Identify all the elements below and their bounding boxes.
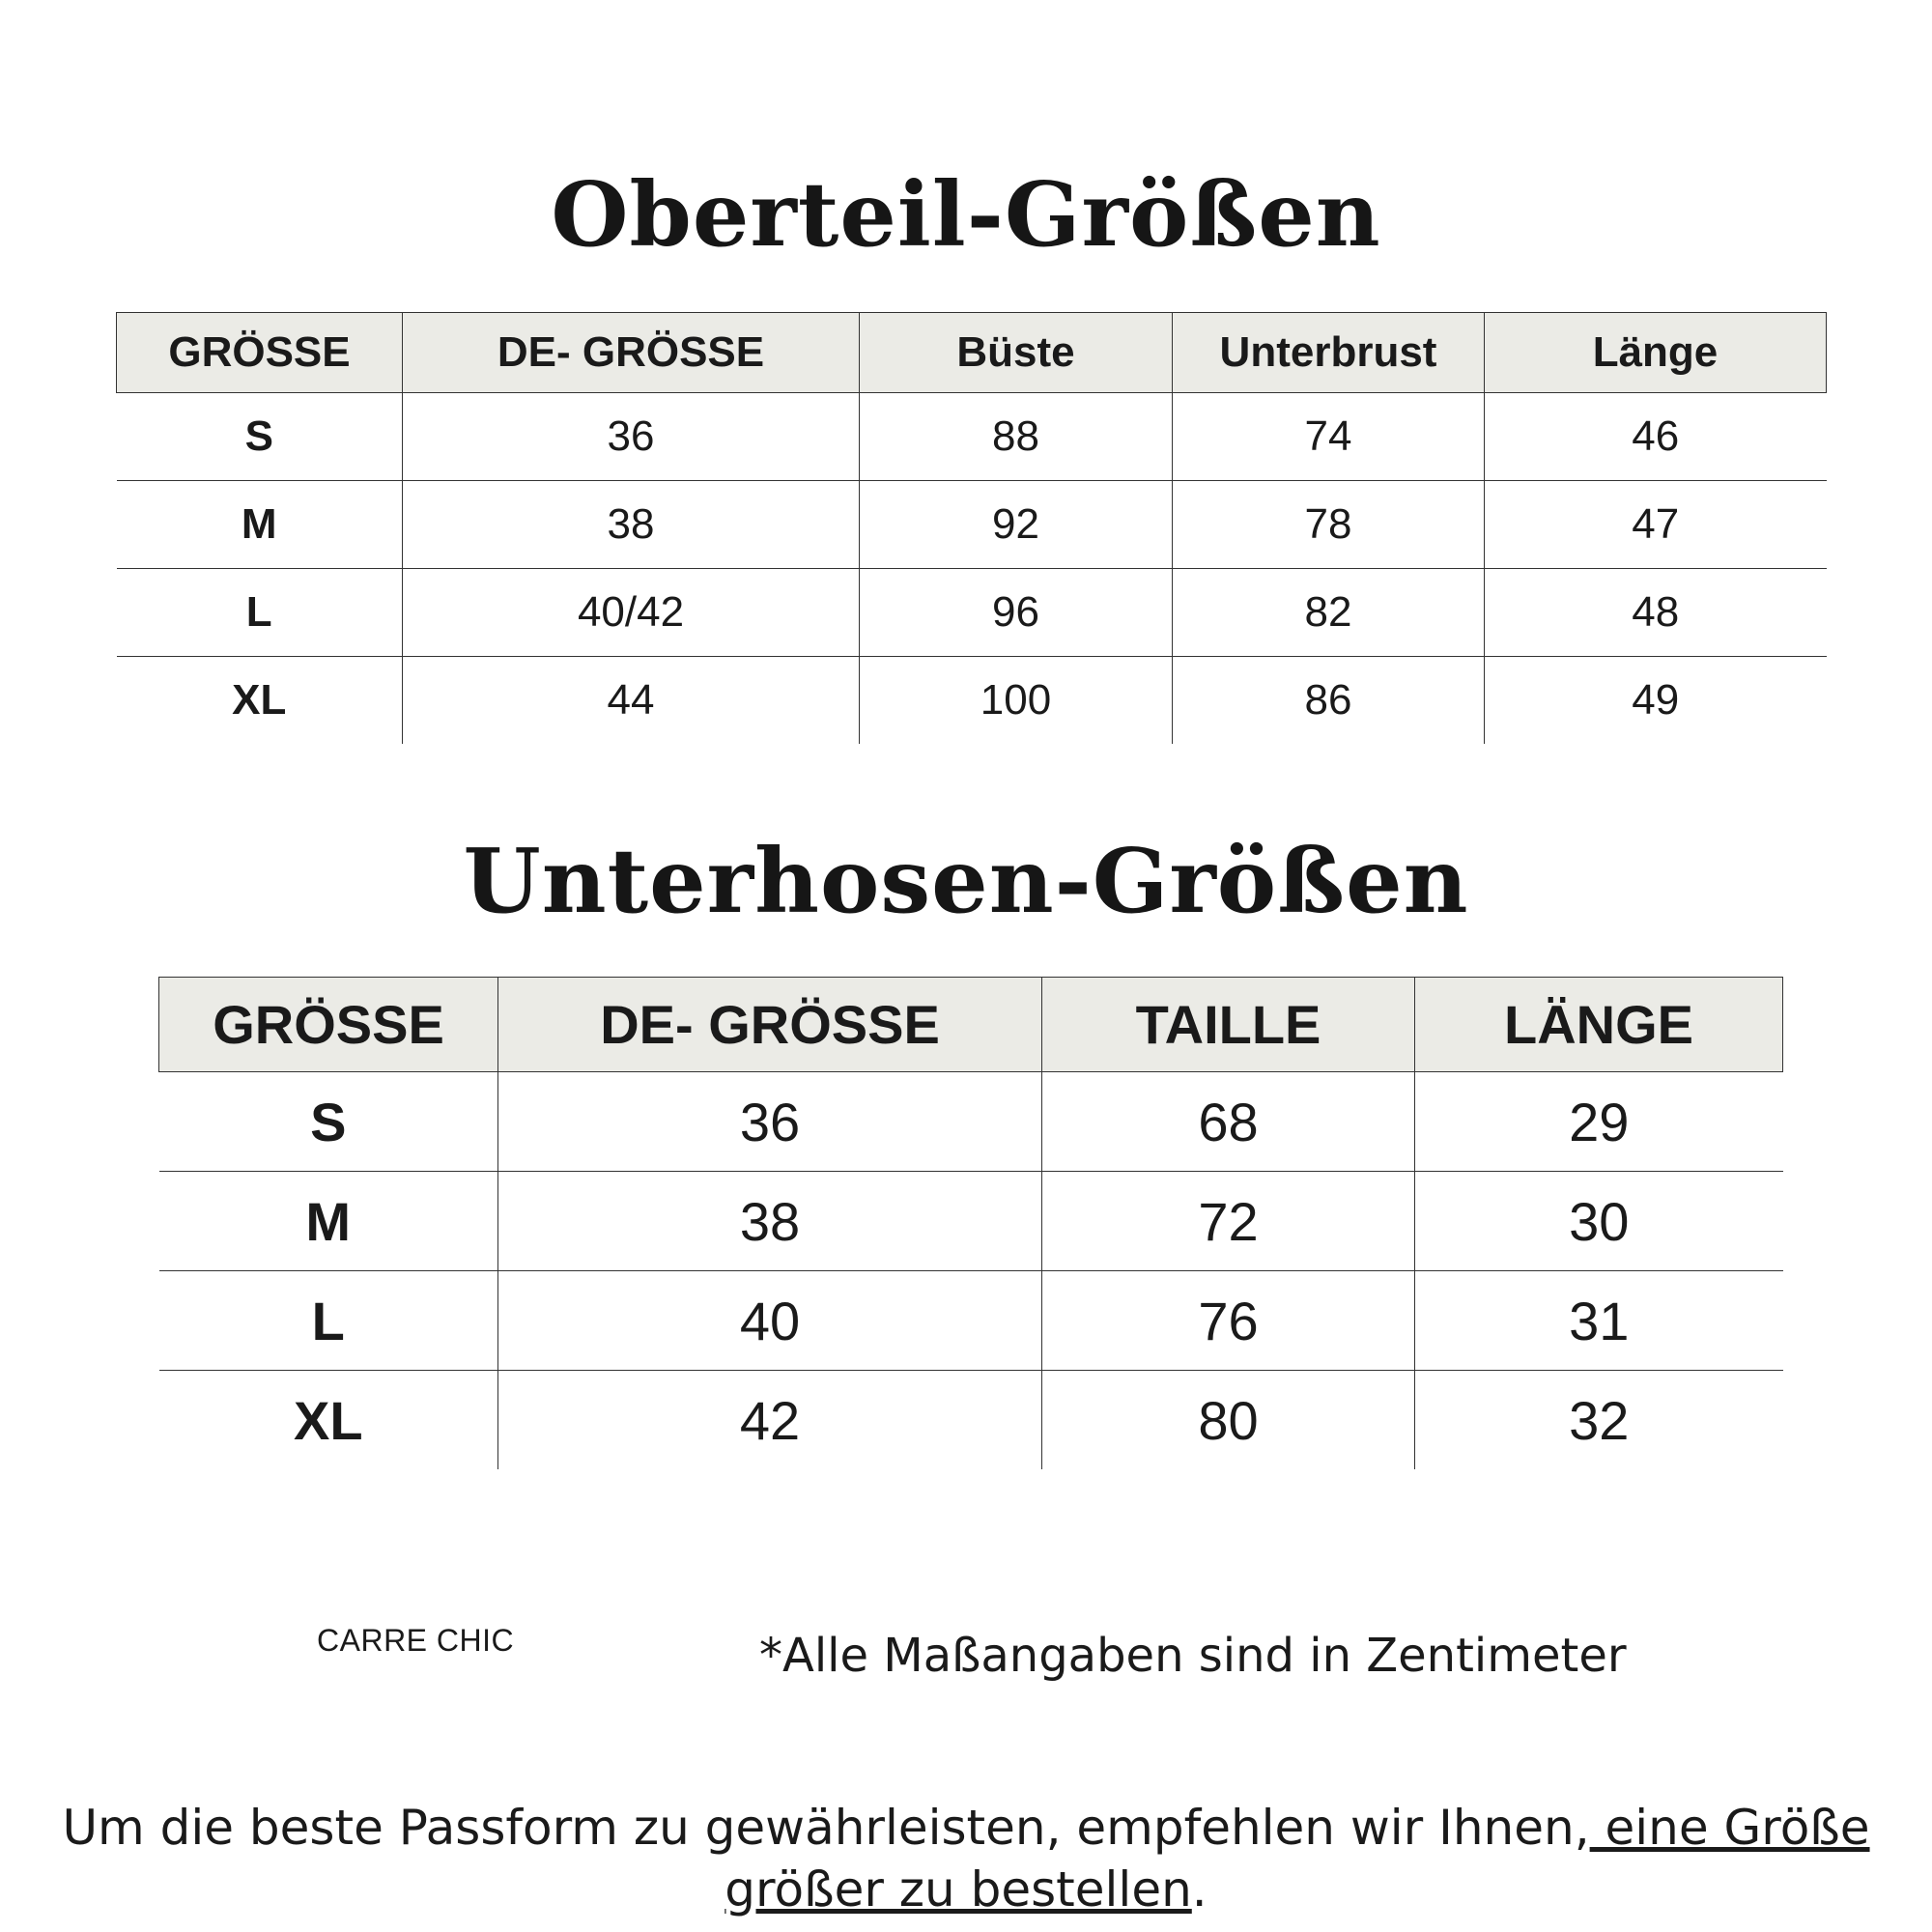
table-cell: 36 (498, 1072, 1042, 1172)
size-cell: XL (293, 1389, 363, 1451)
column-header-bust: Büste (860, 313, 1173, 393)
table-row (159, 1072, 1783, 1172)
size-cell: L (117, 569, 403, 657)
table-cell: 72 (1042, 1172, 1415, 1271)
table-cell: 31 (1415, 1271, 1783, 1371)
fit-advice (29, 1797, 1903, 1920)
size-cell: XL (232, 676, 287, 724)
table-row (117, 393, 1827, 481)
table-cell: 46 (1485, 393, 1827, 481)
table-cell: 38 (403, 481, 860, 569)
table-header-row (159, 978, 1783, 1072)
top-size-title: Oberteil-Größen (551, 162, 1381, 267)
table-cell: 42 (498, 1371, 1042, 1470)
column-header-underbust: Unterbrust (1173, 313, 1485, 393)
table-cell: 40/42 (403, 569, 860, 657)
table-row (117, 569, 1827, 657)
table-row (117, 481, 1827, 569)
unit-note: *Alle Maßangaben sind in Zentimeter (759, 1629, 1627, 1683)
table-cell: 49 (1485, 657, 1827, 745)
table-cell: 30 (1415, 1172, 1783, 1271)
table-cell: 78 (1173, 481, 1485, 569)
table-cell: 29 (1415, 1072, 1783, 1172)
table-cell: 86 (1173, 657, 1485, 745)
size-cell: S (159, 1072, 498, 1172)
table-cell: 68 (1042, 1072, 1415, 1172)
table-row (117, 657, 1827, 745)
bottom-size-table (158, 977, 1783, 1469)
table-header-row (117, 313, 1827, 393)
table-cell: 96 (860, 569, 1173, 657)
table-cell: 82 (1173, 569, 1485, 657)
fit-advice-text: Um die beste Passform zu gewährleisten, empfehlen wir Ihnen, (62, 1800, 1590, 1856)
table-cell: 100 (860, 657, 1173, 745)
fit-advice-period: . (1191, 1861, 1208, 1918)
table-cell: 76 (1042, 1271, 1415, 1371)
table-cell: 36 (403, 393, 860, 481)
table-cell: 47 (1485, 481, 1827, 569)
table-cell: 92 (860, 481, 1173, 569)
column-header-size: GRÖSSE (117, 313, 403, 393)
table-cell: 32 (1415, 1371, 1783, 1470)
table-cell: 44 (403, 657, 860, 745)
column-header-waist: TAILLE (1042, 978, 1415, 1072)
top-size-table (116, 312, 1827, 744)
column-header-length: Länge (1485, 313, 1827, 393)
table-cell: 38 (498, 1172, 1042, 1271)
table-row (159, 1371, 1783, 1470)
column-header-size: GRÖSSE (159, 978, 498, 1072)
brand-name: CARRE CHIC (317, 1623, 515, 1658)
table-row (159, 1271, 1783, 1371)
table-cell: 40 (498, 1271, 1042, 1371)
size-cell: S (117, 393, 403, 481)
table-cell: 74 (1173, 393, 1485, 481)
bottom-size-title: Unterhosen-Größen (463, 829, 1469, 933)
column-header-length: LÄNGE (1415, 978, 1783, 1072)
size-cell: M (117, 481, 403, 569)
table-cell: 80 (1042, 1371, 1415, 1470)
column-header-de-size: DE- GRÖSSE (403, 313, 860, 393)
size-cell: L (159, 1271, 498, 1371)
size-cell: M (159, 1172, 498, 1271)
table-cell: 88 (860, 393, 1173, 481)
column-header-de-size: DE- GRÖSSE (498, 978, 1042, 1072)
table-cell: 48 (1485, 569, 1827, 657)
table-row (159, 1172, 1783, 1271)
fit-advice-highlight: eine Größe größer zu bestellen (724, 1800, 1870, 1918)
